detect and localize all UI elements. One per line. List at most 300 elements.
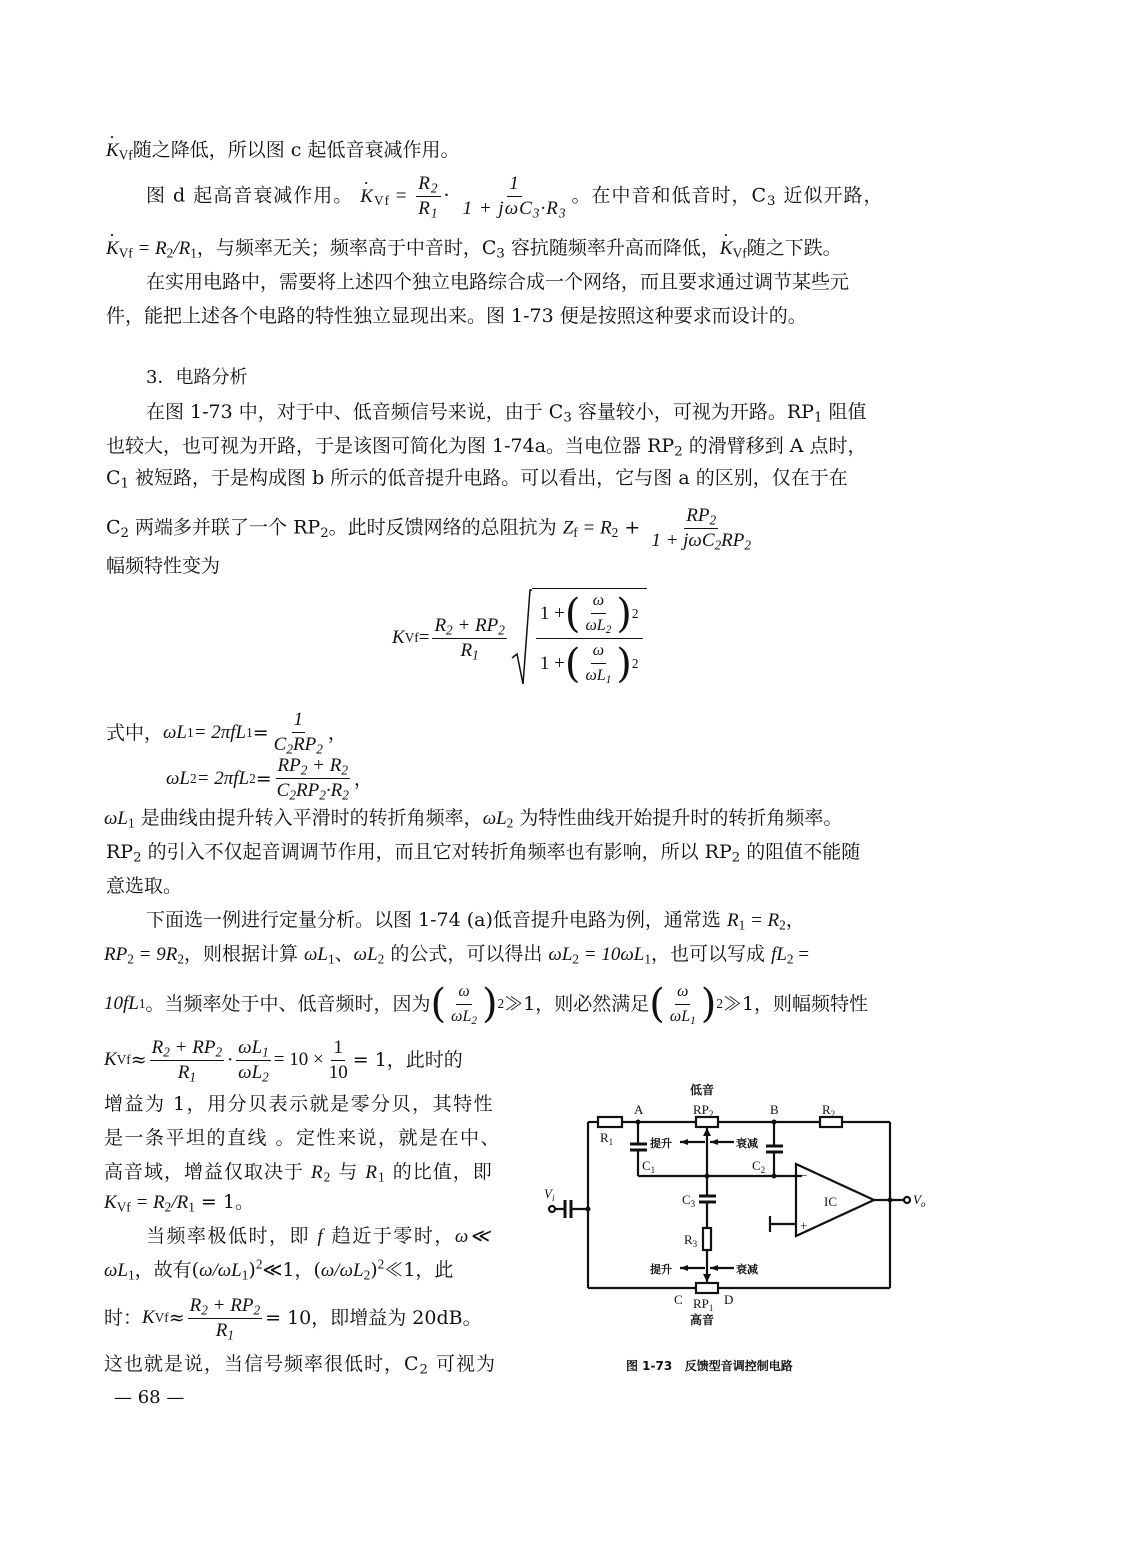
text: 两端多并联了一个 RP [129, 516, 321, 539]
text: 的引入不仅起音调调节作用，而且它对转折角频率也有影响，所以 RP [141, 841, 732, 863]
sub: f [573, 524, 578, 540]
sub: 2 [133, 850, 142, 866]
sub: 2 [779, 917, 786, 933]
num: 1 [507, 172, 522, 197]
sup: 2 [377, 1256, 385, 1272]
paragraph-line [106, 504, 756, 553]
label-ic: IC [824, 1194, 837, 1209]
den: RP [293, 734, 317, 755]
sub: 1 [262, 1043, 269, 1059]
sub: 2 [253, 1301, 261, 1317]
sub: Vf [373, 192, 391, 208]
num: + RP [452, 614, 499, 636]
num: R [434, 614, 447, 636]
text: 容量较小，可视为开路。RP [571, 401, 814, 423]
text: ， [353, 767, 373, 790]
den: RP [296, 780, 320, 801]
sub: 2 [164, 1199, 172, 1215]
text: 在图 1-73 中，对于中、低音频信号来说，由于 C [146, 401, 564, 423]
den: ·R [540, 198, 559, 219]
text: 的比值，即 [385, 1161, 493, 1183]
sub: 2 [166, 245, 174, 261]
fraction [668, 980, 698, 1029]
math-k: · K [106, 139, 119, 163]
fraction [461, 172, 569, 221]
math: ωL [166, 767, 190, 789]
math: ωL [353, 944, 378, 965]
sub: Vf [118, 147, 133, 163]
math: = [252, 721, 269, 744]
text: ，则根据计算 [183, 943, 305, 965]
sub: 1 [120, 476, 130, 492]
sup: 2 [255, 1256, 263, 1272]
svg-text:Vo [913, 1192, 926, 1209]
text: ≪1，( [262, 1259, 321, 1281]
label-minus: − [800, 1168, 808, 1183]
sub: 2 [471, 1014, 477, 1027]
sub: 2 [419, 1362, 430, 1378]
math-k: K [142, 1307, 155, 1328]
paragraph-line [146, 1224, 491, 1249]
main-formula: K Vf = $\frac{R_2 + RP_2}{R_1}$ 1 + ( $\frac{\omega}{\omega L_2}$ ) 2 1 + ( $\frac{\omega}{\omega L_1}$ ) 2 [392, 588, 647, 688]
den: R [418, 198, 431, 219]
math-k: K [104, 1192, 117, 1213]
formula-line: 时： K Vf ≈ $\frac{R_2 + RP_2}{R_1}$ = 10，即增益为 20dB。 [104, 1294, 482, 1342]
label-b: B [770, 1102, 779, 1117]
text: 也较大，也可视为开路，于是该图可简化为图 1-74a。当电位器 RP [106, 435, 675, 457]
fraction [275, 754, 351, 803]
wiper-arrow-icon [703, 1274, 711, 1282]
sub: 3 [532, 205, 541, 221]
math-k: · K [360, 185, 374, 209]
sqrt-body [532, 588, 647, 688]
sub: 1 [738, 917, 746, 933]
text: 容抗随频率升高而降低， [504, 237, 720, 259]
text: 是曲线由提升转入平滑时的转折角频率， [134, 807, 483, 829]
text: · [443, 184, 451, 207]
sub: 1 [605, 673, 612, 686]
sub: 2 [498, 621, 505, 637]
sub: 2 [320, 525, 329, 541]
sub: 2 [341, 762, 348, 778]
sub: 1 [188, 1199, 195, 1215]
text: ，与频率无关；频率高于中音时，C [196, 237, 497, 259]
resistor-r1 [598, 1117, 622, 1127]
sub: Vf [732, 245, 747, 261]
math: 1 + [539, 652, 565, 674]
text: = 10，即增益为 20dB。 [265, 1307, 482, 1329]
math: ωL [548, 944, 573, 965]
math: f [317, 1226, 325, 1247]
text: RP [106, 841, 134, 863]
den: R [215, 1319, 228, 1341]
paragraph-line: 件，能把上述各个电路的特性独立显现出来。图 1-73 便是按照这种要求而设计的。 [106, 305, 807, 327]
math: = R [577, 517, 612, 539]
num: ωL [238, 1036, 263, 1058]
label-vo: V [913, 1192, 921, 1207]
sub: 2 [377, 951, 385, 967]
math: ωL [104, 1260, 128, 1281]
text: = 1，此时的 [352, 1049, 463, 1071]
sub: Vf [118, 245, 133, 261]
math: = [255, 767, 272, 790]
math: ≈ [168, 1307, 185, 1329]
formula-line [104, 1190, 254, 1215]
sub: 2 [714, 537, 722, 553]
text: ) [248, 1259, 256, 1281]
math: R [311, 1162, 324, 1183]
section-title: 3．电路分析 [146, 367, 248, 388]
label-cut: 衰减 [736, 1264, 758, 1276]
math-k: · K [720, 237, 733, 261]
fraction [583, 589, 613, 638]
svg-text:RP1 [693, 1296, 713, 1313]
sub: 2 [708, 1109, 714, 1119]
sub: 1 [644, 951, 652, 967]
sub: 3 [690, 1199, 696, 1209]
text: = R [132, 238, 167, 259]
sub: 2 [363, 1267, 371, 1283]
math: = 10 × [273, 1049, 324, 1070]
den: R [460, 639, 473, 661]
svg-text:R3 [684, 1232, 698, 1249]
den: 1 + jωC [651, 530, 715, 551]
sub: 3 [496, 246, 505, 262]
sub: 2 [830, 1109, 836, 1119]
sub: 2 [786, 951, 794, 967]
fraction [649, 504, 753, 553]
sub: 2 [201, 1301, 208, 1317]
text-line [106, 236, 842, 261]
den: ·R [325, 780, 343, 801]
sub: 2 [611, 524, 619, 540]
sub: 2 [572, 951, 580, 967]
math: = R [745, 910, 780, 931]
text: 的滑臂移到 A 点时， [682, 435, 867, 457]
num: ω [591, 589, 606, 614]
svg-text:C2 [752, 1158, 765, 1175]
label-rp1: RP [693, 1296, 709, 1311]
text: 的公式，可以得出 [384, 943, 549, 965]
sub: 2 [446, 621, 453, 637]
text-line [106, 138, 459, 163]
text: /R [173, 238, 191, 259]
num: 1 [292, 708, 306, 733]
text: 图 d 起高音衰减作用。 [146, 184, 354, 207]
math: R [726, 910, 739, 931]
den: ωL [585, 667, 606, 684]
text: ) [370, 1259, 378, 1281]
math: ωL [482, 808, 507, 829]
svg-text:Vi [544, 1186, 555, 1203]
math: = [418, 627, 430, 648]
den: ωL [238, 1061, 263, 1083]
formula-line: ωL 2 = 2πfL 2 = $\frac{RP_2 + R_2}{C_2RP_2\cdot R_2}$ ， [166, 755, 373, 803]
text: 。当频率处于中、低音频时，因为 [145, 993, 431, 1015]
sub: 3 [692, 1239, 698, 1249]
sub: 2 [300, 762, 308, 778]
figure-caption: 图 1-73 反馈型音调控制电路 [626, 1359, 793, 1373]
paragraph-line [104, 1258, 453, 1283]
paragraph-line: 意选取。 [106, 875, 183, 897]
sub: 3 [767, 193, 777, 209]
math: 1 + [539, 602, 565, 624]
text: 近似开路， [776, 184, 884, 207]
paragraph-line: 幅频特性变为 [106, 555, 221, 577]
fraction [150, 1036, 224, 1085]
page-number: — 68 — [114, 1387, 185, 1408]
paragraph-line [104, 806, 842, 831]
paragraph-line: 10fL 1 。当频率处于中、低音频时，因为 ( $\frac{\omega}{\omega L_2}$ ) 2 ≫1，则必然满足 ( $\frac{\omega}{\omega L_1}$ ) 2 ≫1，则幅频特性 [104, 981, 869, 1027]
sub: 1 [608, 1137, 614, 1147]
den: C [276, 780, 290, 801]
label-treble: 高音 [690, 1313, 715, 1327]
label-cut: 衰减 [736, 1138, 758, 1150]
text: 高音域，增益仅取决于 [104, 1161, 312, 1183]
text: = 1。 [194, 1191, 254, 1213]
sub: o [920, 1199, 926, 1209]
sub: 1 [472, 646, 479, 662]
num: + R [307, 755, 342, 776]
text: ，故有( [134, 1259, 200, 1281]
label-rp2: RP [693, 1102, 709, 1117]
text: 。在中音和低音时，C [571, 184, 768, 207]
fraction [188, 1294, 262, 1343]
sub: 2 [709, 512, 717, 528]
text: ， [327, 721, 347, 744]
label-c3: C [682, 1192, 691, 1207]
sub: 1 [328, 951, 335, 967]
resistor-r3 [703, 1228, 711, 1250]
math: /R [171, 1192, 189, 1213]
formula-line: 式中， ωL 1 = 2πfL 1 = $\frac{1}{C_2RP_2}$ ， [106, 709, 347, 757]
text: ≫1，则必然满足 [504, 993, 650, 1015]
svg-text:R2 [822, 1102, 835, 1119]
sub: 3 [563, 410, 572, 426]
paragraph-line: 增益为 1，用分贝表示就是零分贝，其特性 [104, 1093, 495, 1115]
den: RP [721, 530, 745, 551]
paragraph-line [104, 942, 809, 967]
sub: 1 [650, 1165, 656, 1175]
paragraph-line [106, 466, 848, 490]
sub: 1 [378, 1169, 386, 1185]
paragraph-line [106, 434, 867, 458]
sub: 2 [605, 623, 612, 636]
math: + [618, 516, 647, 539]
text: 这也就是说，当信号频率很低时，C [104, 1353, 420, 1375]
num: ω [456, 980, 471, 1005]
num: R [151, 1036, 164, 1058]
sub: Vf [116, 1199, 131, 1215]
paragraph-line [146, 908, 805, 933]
text: 下面选一例进行定量分析。以图 1-74 (a)低音提升电路为例，通常选 [146, 909, 727, 931]
sub: 2 [323, 1169, 332, 1185]
label-d: D [724, 1292, 734, 1307]
fraction [432, 614, 506, 663]
sub: 1 [190, 245, 197, 261]
potentiometer-rp1 [696, 1283, 718, 1293]
text: ，也可以写成 [651, 943, 772, 965]
math: ≈ [130, 1049, 147, 1071]
text: 式中， [106, 721, 164, 744]
text: 与 [331, 1161, 366, 1183]
sub: 2 [760, 1165, 766, 1175]
math: ωL [104, 808, 128, 829]
junction-a [636, 1120, 641, 1125]
text: ≪1，此 [384, 1259, 454, 1281]
text: ， [785, 909, 805, 931]
sub: 1 [227, 1326, 235, 1342]
sub: 2 [163, 1043, 170, 1059]
text: C [106, 467, 121, 489]
text: 被短路，于是构成图 b 所示的低音提升电路。可以看出，它与图 a 的区别，仅在于在 [129, 467, 848, 489]
paragraph-line [104, 1352, 496, 1376]
text: 随之下跌。 [746, 237, 842, 259]
sub: 2 [120, 525, 130, 541]
den: 1 + jωC [462, 198, 533, 219]
num: ω [675, 980, 690, 1005]
text: = [390, 185, 414, 207]
math: ω/ωL [199, 1260, 242, 1281]
sub: 1 [708, 1303, 714, 1313]
math: R [365, 1162, 379, 1183]
math: ωL [304, 944, 328, 965]
label-c1: C [642, 1158, 651, 1173]
junction-b [772, 1120, 777, 1125]
sub: 2 [506, 815, 514, 831]
label-r3: R [684, 1232, 693, 1247]
math: ωL [163, 721, 187, 743]
sub: 1 [690, 1014, 696, 1027]
sub: 2 [430, 180, 439, 196]
circuit-diagram [530, 1076, 940, 1376]
math: Z [562, 517, 574, 539]
sub: 1 [127, 1267, 135, 1283]
text-line [146, 172, 884, 221]
paragraph-line [106, 840, 860, 864]
label-c2: C [752, 1158, 761, 1173]
fraction [272, 708, 325, 757]
svg-text:R1 [600, 1130, 613, 1147]
label-r1: R [600, 1130, 609, 1145]
sub: 2 [731, 850, 741, 866]
den: ωL [451, 1007, 472, 1025]
sub: 2 [177, 951, 184, 967]
fraction [583, 639, 613, 688]
fraction [327, 1036, 350, 1085]
wiper-arrow-icon [703, 1128, 711, 1136]
num: 1 + ( $\frac{\omega}{\omega L_2}$ ) 2 [536, 589, 643, 639]
paragraph-line [146, 400, 866, 424]
potentiometer-rp2 [696, 1117, 718, 1127]
sqrt [510, 588, 647, 688]
sub: 2 [316, 741, 323, 757]
svg-text:C1 [642, 1158, 655, 1175]
text: 为特性曲线开始提升时的转折角频率。 [513, 807, 843, 829]
num: RP [686, 505, 710, 526]
sub: 3 [558, 205, 567, 221]
fraction [416, 172, 440, 221]
math-k: K [392, 627, 405, 648]
sub: 2 [127, 951, 134, 967]
math: fL [771, 944, 787, 965]
label-boost: 提升 [650, 1138, 672, 1150]
svg-text:C3 [682, 1192, 696, 1209]
text: 。此时反馈网络的总阻抗为 [328, 516, 563, 539]
paragraph-line [104, 1160, 493, 1185]
math-k: K [104, 1049, 117, 1070]
label-c: C [674, 1292, 683, 1307]
text: 趋近于零时， [324, 1225, 455, 1247]
num: + RP [169, 1036, 216, 1058]
math: 10fL [104, 993, 139, 1014]
label-vi: V [544, 1186, 552, 1201]
sub: 2 [262, 1068, 269, 1084]
sub: 2 [286, 741, 294, 757]
text: 、 [334, 943, 354, 965]
fraction [449, 980, 479, 1029]
sub: 2 [744, 537, 752, 553]
math: = 10ωL [579, 944, 645, 965]
num: R [189, 1294, 202, 1316]
sub: 2 [289, 787, 296, 803]
radical-sign-icon [510, 588, 532, 688]
text: 当频率极低时，即 [146, 1225, 318, 1247]
label-r2: R [822, 1102, 831, 1117]
sub: i [551, 1193, 555, 1203]
fraction [236, 1036, 271, 1085]
sub: 2 [342, 787, 349, 803]
math: = 2πfL [196, 767, 250, 789]
sub: 2 [674, 444, 683, 460]
svg-text:RP2 [693, 1102, 713, 1119]
num: 1 [331, 1036, 345, 1061]
paragraph-line: 是一条平坦的直线 。定性来说，就是在中、 [104, 1127, 502, 1149]
text: ≫1，则幅频特性 [722, 993, 869, 1015]
num: R [418, 173, 431, 194]
math: ω≪ [454, 1226, 492, 1247]
math-k: · K [106, 237, 119, 261]
label-plus: + [800, 1218, 808, 1233]
sub: 1 [127, 815, 135, 831]
text: 时： [104, 1307, 143, 1329]
num: ω [591, 639, 606, 664]
den: 1 + ( $\frac{\omega}{\omega L_1}$ ) 2 [539, 640, 639, 687]
math: · [227, 1049, 234, 1071]
text: 阻值 [822, 401, 867, 423]
den: 10 [328, 1061, 348, 1083]
num: + RP [207, 1294, 254, 1316]
formula-line: K Vf ≈ $\frac{R_2 + RP_2}{R_1}$ · $\frac{\omega L_1}{\omega L_2}$ = 10 × $\frac{1}{10}$ = 1，此时的 [104, 1036, 463, 1084]
text: 随之降低，所以图 c 起低音衰减作用。 [132, 139, 460, 161]
math: ω/ωL [320, 1260, 364, 1281]
den: ωL [585, 617, 606, 634]
label-bass: 低音 [690, 1083, 715, 1097]
den: R [177, 1061, 190, 1083]
sub: 1 [430, 205, 439, 221]
text: 的阻值不能随 [740, 841, 861, 863]
sub: 2 [215, 1043, 223, 1059]
math: = 9R [133, 944, 178, 965]
den: C [273, 734, 287, 755]
label-a: A [634, 1102, 644, 1117]
text: C [106, 516, 121, 539]
math: = R [130, 1192, 165, 1213]
den: ωL [669, 1007, 691, 1025]
sub: 1 [189, 1068, 196, 1084]
sub: 1 [813, 410, 823, 426]
math: RP [104, 944, 128, 965]
